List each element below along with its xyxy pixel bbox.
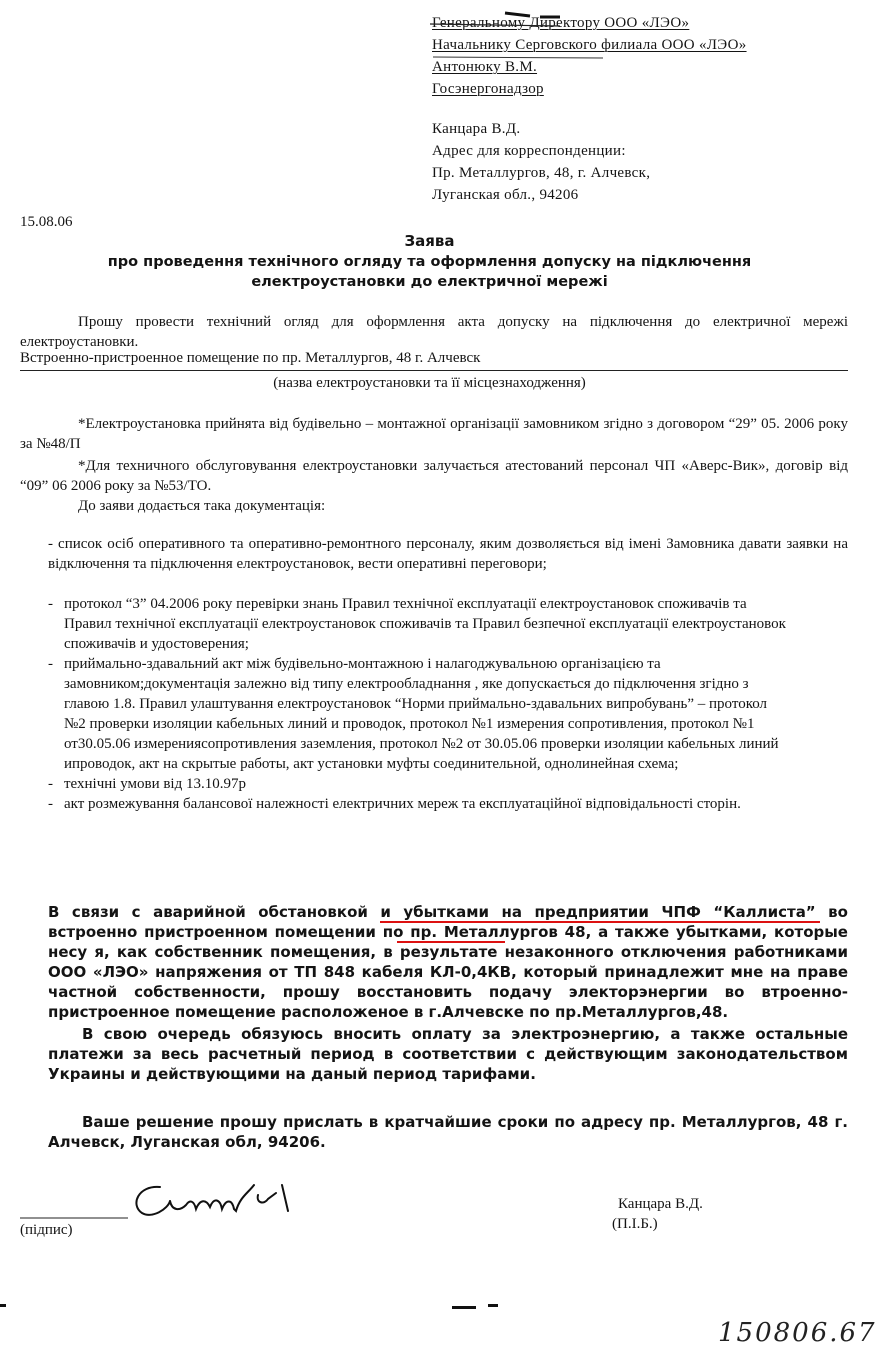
note-service: *Для техничного обслуговування електроустановки залучається атестований персонал ЧП «Аверс-Вик», договір від “09” 06 2006 року за №53/ТО. bbox=[20, 458, 848, 494]
signer-name: Канцара В.Д. bbox=[618, 1196, 703, 1212]
sender-block bbox=[432, 118, 650, 206]
strike-marks bbox=[425, 8, 825, 108]
document-date: 15.08.06 bbox=[20, 214, 73, 230]
appeal-paragraph-3: Ваше решение прошу прислать в кратчайшие сроки по адресу пр. Металлургов, 48 г. Алчевск, Луганская обл, 94206. bbox=[48, 1113, 848, 1151]
signer-name-caption: (П.І.Б.) bbox=[612, 1216, 658, 1232]
addressee-line-1: Генеральному Директору ООО «ЛЭО» bbox=[432, 15, 690, 31]
document-first-item: - список осіб оперативного та оперативно-ремонтного персоналу, яким дозволяється від імені Замовника давати заявки на відключення та підключення електроустановок, вести оперативні переговори; bbox=[48, 536, 848, 572]
document-subtitle-1: про проведення технічного огляду та оформлення допуску на підключення bbox=[107, 254, 752, 270]
scan-mark bbox=[452, 1306, 476, 1309]
scan-mark bbox=[488, 1304, 498, 1307]
list-item: - акт розмежування балансової належності електричних мереж та експлуатаційної відповідальності сторін. bbox=[48, 794, 788, 814]
note-attached: До заяви додається така документація: bbox=[78, 498, 326, 514]
underlined-phrase-2: помещении по пр. Металлургов 48 bbox=[274, 923, 586, 941]
appeal-paragraph-1: В связи с аварийной обстановкой и убытками на предприятии ЧПФ “Каллиста” во встроенно пристроенном помещении по пр. Металлургов 48, а также убытками, которые несу я, как собственник помещения, в результате незаконного отключения работниками ООО «ЛЭО» напряжения от ТП 848 кабеля КЛ-0,4КВ, который принадлежит мне на праве частной собственности, прошу восстановить подачу электорэнергии во втроенно-пристроенное помещение расположеное в г.Алчевске по пр.Металлургов,48. bbox=[48, 903, 848, 1021]
installation-caption: (назва електроустановки та її місцезнаходження) bbox=[273, 375, 586, 391]
documents-list bbox=[48, 594, 788, 814]
installation-underline bbox=[20, 370, 848, 371]
list-item: - протокол “3” 04.2006 року перевірки знань Правил технічної експлуатації електроустановок споживачів та Правил технічної експлуатації електроустановок споживачів та Правил безпечної експлуатації електроустановок споживачів и удостоверения; bbox=[48, 594, 788, 654]
appeal-paragraph-2: В свою очередь обязуюсь вносить оплату за электроэнергию, а также остальные платежи за весь расчетный период в соответствии с действующим законодательством Украины и действующими на даный период тарифами. bbox=[48, 1025, 848, 1083]
document-subtitle-2: електроустановки до електричної мережі bbox=[251, 274, 608, 290]
sender-street: Пр. Металлургов, 48, г. Алчевск, bbox=[432, 165, 651, 181]
sender-name: Канцара В.Д. bbox=[432, 121, 521, 137]
addressee-line-4: Госэнергонадзор bbox=[432, 81, 544, 97]
list-item: - технічні умови від 13.10.97р bbox=[48, 774, 788, 794]
addressee-line-3: Антонюку В.М. bbox=[432, 59, 538, 75]
note-accepted: *Електроустановка прийнята від будівельно – монтажної організації замовником згідно з договором “29” 05. 2006 року за №48/П bbox=[20, 416, 848, 452]
sender-region: Луганская обл., 94206 bbox=[432, 187, 579, 203]
sender-address-label: Адрес для корреспонденции: bbox=[432, 143, 626, 159]
signature-caption: (підпис) bbox=[20, 1222, 73, 1238]
red-underline-2 bbox=[397, 941, 505, 943]
red-underline-1 bbox=[380, 921, 820, 923]
scan-mark bbox=[0, 1304, 6, 1307]
underlined-phrase-1: убытками на предприятии ЧПФ “Каллиста” bbox=[403, 903, 816, 921]
handwritten-number: 150806.67 bbox=[718, 1318, 877, 1348]
document-title: Заява bbox=[404, 232, 455, 250]
addressee-line-2: Начальнику Серговского филиала ООО «ЛЭО» bbox=[432, 37, 747, 53]
list-item: - приймально-здавальний акт між будівельно-монтажною і налагоджувальною організацією та замовником;документація залежно від типу електрообладнання , яке допускається до підключення згідно з главою 1.8. Правил улаштування електроустановок “Норми приймально-здавальних випробувань” – протокол №2 проверки изоляции кабельных линий и проводок, протокол №1 измерения сопротивления, протокол №1 от30.05.06 измерениясопротивления заземления, протокол №2 от 30.05.06 проверки изоляции кабельных линий ипроводок, акт на скрытые работы, акт установки муфты соединительной, однолинейная схема; bbox=[48, 654, 788, 774]
handwritten-signature bbox=[20, 1165, 300, 1225]
installation-name: Встроенно-пристроенное помещение по пр. Металлургов, 48 г. Алчевск bbox=[20, 350, 481, 366]
request-paragraph: Прошу провести технічний огляд для оформлення акта допуску на підключення до електричної мережі електроустановки. bbox=[20, 314, 848, 350]
